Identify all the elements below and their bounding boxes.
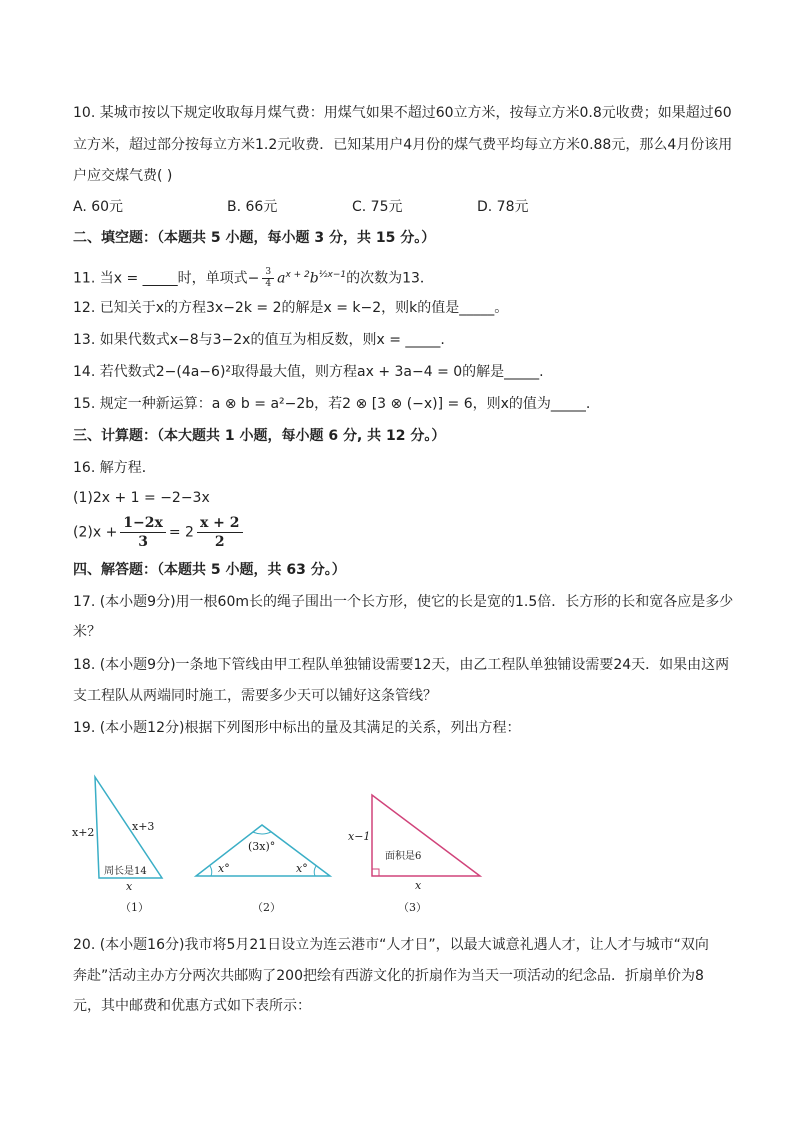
fig3-inner-label: 面积是6 xyxy=(385,851,422,862)
q15: 15. 规定一种新运算：a ⊗ b = a²−2b，若2 ⊗ [3 ⊗ (−x)] = 6，则x的值为_____. xyxy=(73,396,591,412)
figure-3-right-triangle xyxy=(348,795,480,914)
q20-line1: 20. (本小题16分)我市将5月21日设立为连云港市“人才日”，以最大诚意礼遇人才，让人才与城市“双向 xyxy=(73,937,709,953)
fig2-left-label: x° xyxy=(218,862,230,875)
q11-exp1: x + 2 xyxy=(285,270,310,280)
q16-eq2-eq: = 2 xyxy=(168,524,194,541)
fig2-top-label: (3x)° xyxy=(248,840,276,853)
q10-option-b: B. 66元 xyxy=(227,199,278,215)
q11-var-b: b xyxy=(309,270,319,287)
q16-eq2-prefix: (2)x + xyxy=(73,524,118,541)
fig1-right-label: x+3 xyxy=(132,820,155,833)
q16-eq2 xyxy=(73,514,246,551)
q20-line3: 元，其中邮费和优惠方式如下表所示： xyxy=(73,998,311,1014)
fig2-caption: （2） xyxy=(252,901,281,914)
q19: 19. (本小题12分)根据下列图形中标出的量及其满足的关系，列出方程： xyxy=(73,720,521,736)
section-4-heading: 四、解答题：（本题共 5 小题，共 63 分。） xyxy=(73,562,346,578)
figure-2-triangle xyxy=(196,825,330,914)
q10-line2: 立方米，超过部分按每立方米1.2元收费．已知某用户4月份的煤气费平均每立方米0.88元，那么4月份该用 xyxy=(73,137,733,153)
fig1-left-label: x+2 xyxy=(72,826,95,839)
fig1-caption: （1） xyxy=(120,901,149,914)
q16-frac2-num: x + 2 xyxy=(197,514,243,533)
q11-exp2: ½x−1 xyxy=(318,270,347,280)
fig1-inner-label: 周长是14 xyxy=(104,866,147,877)
q16-frac1-num: 1−2x xyxy=(120,514,166,533)
q20-line2: 奔赴”活动主办方分两次共邮购了200把绘有西游文化的折扇作为当天一项活动的纪念品．折扇单价为8 xyxy=(73,968,704,984)
fig2-right-label: x° xyxy=(296,862,308,875)
q16-frac2-den: 2 xyxy=(214,534,225,550)
q10-line3: 户应交煤气费( ) xyxy=(73,168,173,184)
q10-line1: 10. 某城市按以下规定收取每月煤气费：用煤气如果不超过60立方米，按每立方米0.8元收费；如果超过60 xyxy=(73,105,732,121)
q10-option-d: D. 78元 xyxy=(477,199,529,215)
q11-frac-num: 3 xyxy=(262,267,274,279)
q16-frac1-den: 3 xyxy=(138,534,148,550)
q12: 12. 已知关于x的方程3x−2k = 2的解是x = k−2，则k的值是_____。 xyxy=(73,300,509,316)
q11-prefix: 11. 当x = _____时，单项式− xyxy=(73,270,260,287)
figure-1-triangle xyxy=(72,777,162,914)
fig3-caption: （3） xyxy=(398,901,427,914)
q11-fraction xyxy=(262,267,274,290)
fig3-left-label: x−1 xyxy=(348,830,371,843)
q11-suffix: 的次数为13． xyxy=(346,270,434,287)
q11-frac-den: 4 xyxy=(265,279,272,290)
q16-frac2 xyxy=(197,514,243,551)
fig3-bottom-label: x xyxy=(415,879,422,892)
q16-eq1: (1)2x + 1 = −2−3x xyxy=(73,490,210,506)
q10-option-a: A. 60元 xyxy=(73,199,124,215)
q16-frac1 xyxy=(120,514,166,551)
section-2-heading: 二、填空题：（本题共 5 小题，每小题 3 分，共 15 分。） xyxy=(73,230,436,246)
q17-line1: 17. (本小题9分)用一根60m长的绳子围出一个长方形，使它的长是宽的1.5倍．长方形的长和宽各应是多少 xyxy=(73,594,734,610)
q13: 13. 如果代数式x−8与3−2x的值互为相反数，则x = _____. xyxy=(73,332,445,348)
fig1-bottom-label: x xyxy=(126,880,133,893)
q11 xyxy=(73,265,434,290)
q16-title: 16. 解方程． xyxy=(73,460,156,476)
q10-option-c: C. 75元 xyxy=(352,199,403,215)
q18-line2: 支工程队从两端同时施工，需要多少天可以铺好这条管线？ xyxy=(73,688,437,704)
q19-figures xyxy=(60,770,500,920)
q18-line1: 18. (本小题9分)一条地下管线由甲工程队单独铺设需要12天，由乙工程队单独铺设需要24天．如果由这两 xyxy=(73,657,730,673)
q14: 14. 若代数式2−(4a−6)²取得最大值，则方程ax + 3a−4 = 0的解是_____. xyxy=(73,364,544,380)
section-3-heading: 三、计算题：（本大题共 1 小题，每小题 6 分, 共 12 分。） xyxy=(73,428,446,444)
q17-line2: 米？ xyxy=(73,624,101,640)
q11-var-a: a xyxy=(277,270,286,287)
